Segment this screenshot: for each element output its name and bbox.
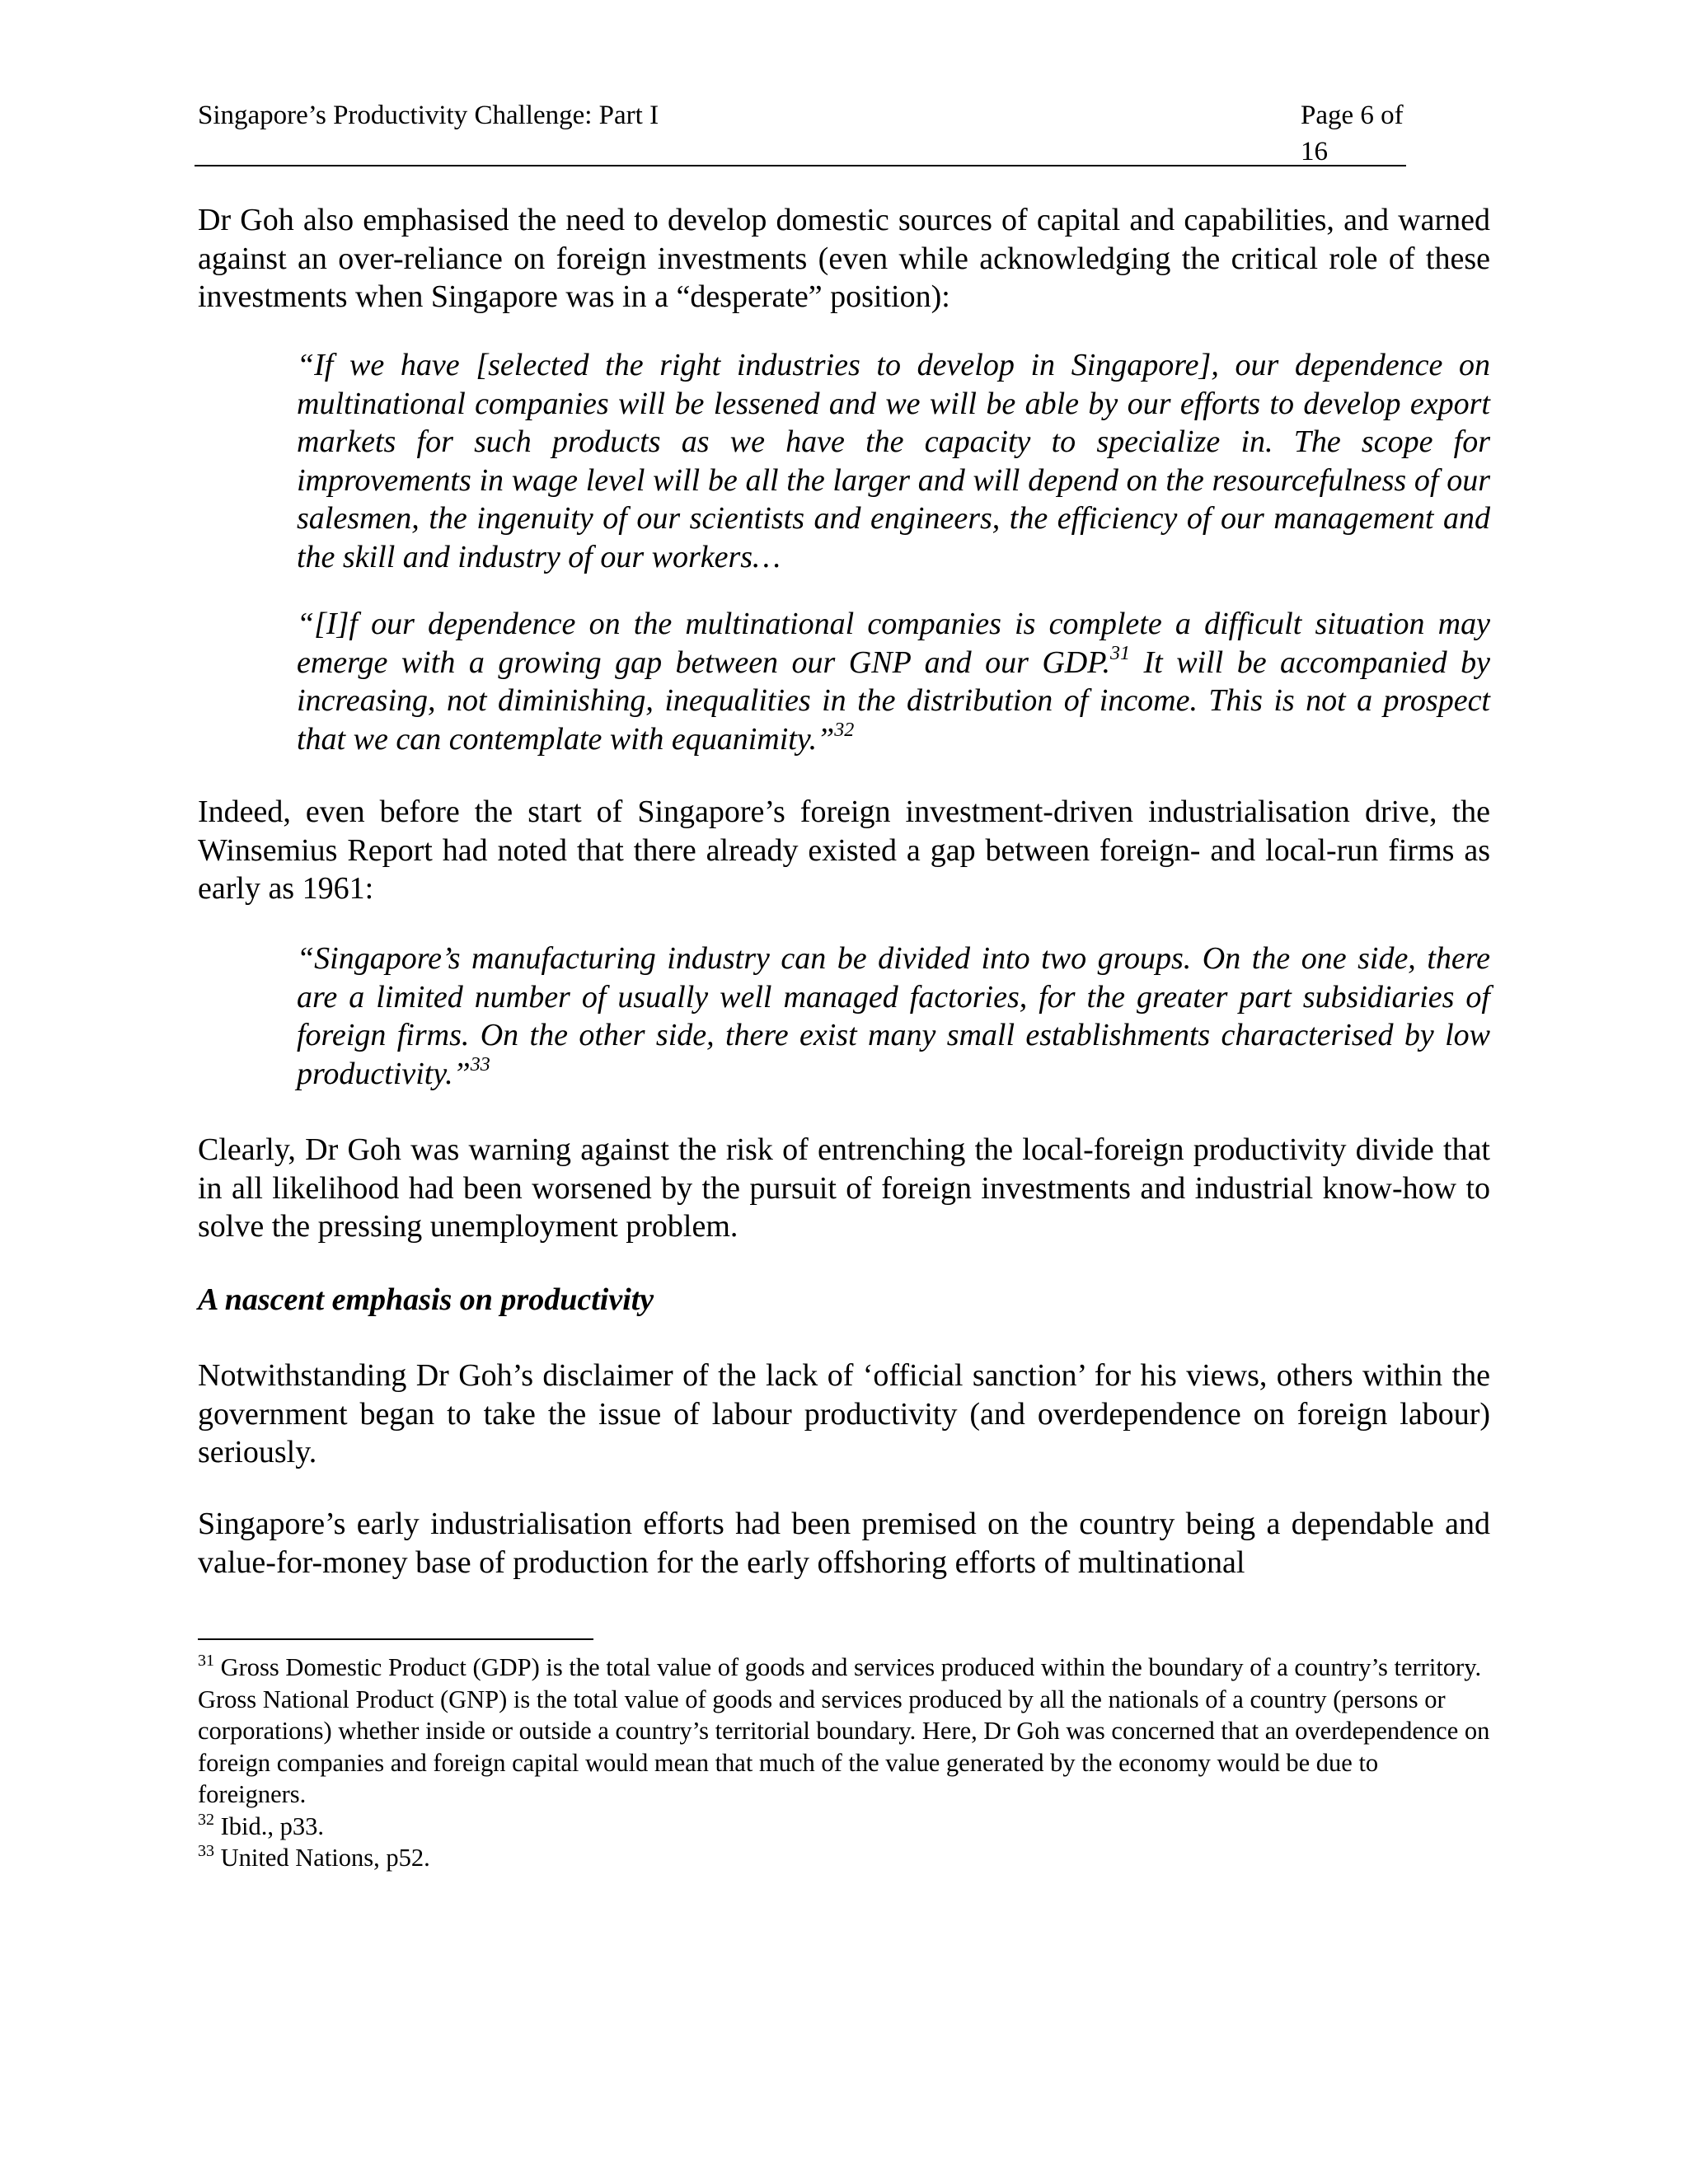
block-quote-2 — [297, 605, 1490, 758]
page-number: Page 6 of 16 — [1301, 101, 1404, 166]
block-quote-3 — [297, 940, 1490, 1093]
paragraph-2: Indeed, even before the start of Singapore’s foreign investment-driven industrialisation drive, the Winsemius Report had noted that there already existed a gap between foreign- and local-run firms as early as 1961: — [198, 794, 1490, 906]
footnote-divider — [198, 1638, 593, 1640]
quote-2-text-1: “[I]f our dependence on the multinational companies is complete a difficult situation may emerge with a growing gap between our GNP and our GDP. — [297, 607, 1490, 680]
footnote-number: 33 — [198, 1842, 214, 1860]
footnotes — [198, 1652, 1490, 1874]
footnote-number: 31 — [198, 1652, 214, 1670]
footnote-text: United Nations, p52. — [214, 1844, 430, 1872]
paragraph-5: Singapore’s early industrialisation efforts had been premised on the country being a dependable and value-for-money base of production for the early offshoring efforts of multinational — [198, 1507, 1490, 1580]
paragraph-3: Clearly, Dr Goh was warning against the risk of entrenching the local-foreign productivity divide that in all likelihood had been worsened by the pursuit of foreign investments and industrial know-how to solve the pressing unemployment problem. — [198, 1132, 1490, 1244]
footnote-ref-33: 33 — [470, 1053, 490, 1076]
block-quote-1: “If we have [selected the right industries to develop in Singapore], our dependence on multinational companies will be lessened and we will be able by our efforts to develop export markets for such products as we have the capacity to specialize in. The scope for improvements in wage level will be all the larger and will depend on the resourcefulness of our salesmen, the ingenuity of our scientists and engineers, the efficiency of our management and the skill and industry of our workers… — [297, 348, 1490, 574]
footnote-32 — [198, 1811, 1490, 1843]
footnote-ref-31: 31 — [1110, 642, 1131, 664]
page-header — [198, 97, 1434, 166]
quote-3-text: “Singapore’s manufacturing industry can be divided into two groups. On the one side, there are a limited number of usually well managed factories, for the greater part subsidiaries of foreign firms. On the other side, there exist many small establishments characterised by low productivity.” — [297, 941, 1490, 1091]
footnote-31 — [198, 1652, 1490, 1811]
document-title: Singapore’s Productivity Challenge: Part I — [198, 101, 659, 130]
quote-2-text-2: It will be accompanied by increasing, not diminishing, inequalities in the distribution of income. This is not a prospect that we can contemplate with equanimity.” — [297, 644, 1490, 757]
paragraph-4: Notwithstanding Dr Goh’s disclaimer of the lack of ‘official sanction’ for his views, others within the government began to take the issue of labour productivity (and overdependence on foreign labour) seriously. — [198, 1358, 1490, 1469]
footnote-number: 32 — [198, 1810, 214, 1829]
footnote-text: Ibid., p33. — [214, 1811, 325, 1840]
header-divider — [195, 165, 1406, 166]
footnote-ref-32: 32 — [834, 719, 855, 741]
footnote-33 — [198, 1842, 1490, 1874]
section-heading: A nascent emphasis on productivity — [198, 1282, 654, 1317]
paragraph-1: Dr Goh also emphasised the need to develop domestic sources of capital and capabilities, and warned against an over-reliance on foreign investments (even while acknowledging the critical role of these investments when Singapore was in a “desperate” position): — [198, 203, 1490, 314]
footnote-text: Gross Domestic Product (GDP) is the total value of goods and services produced within the boundary of a country’s territory. Gross National Product (GNP) is the total value of goods and services produced by all the nationals of a country (persons or corporations) whether inside or outside a country’s territorial boundary. Here, Dr Goh was concerned that an overdependence on foreign companies and foreign capital would mean that much of the value generated by the economy would be due to foreigners. — [198, 1653, 1490, 1808]
